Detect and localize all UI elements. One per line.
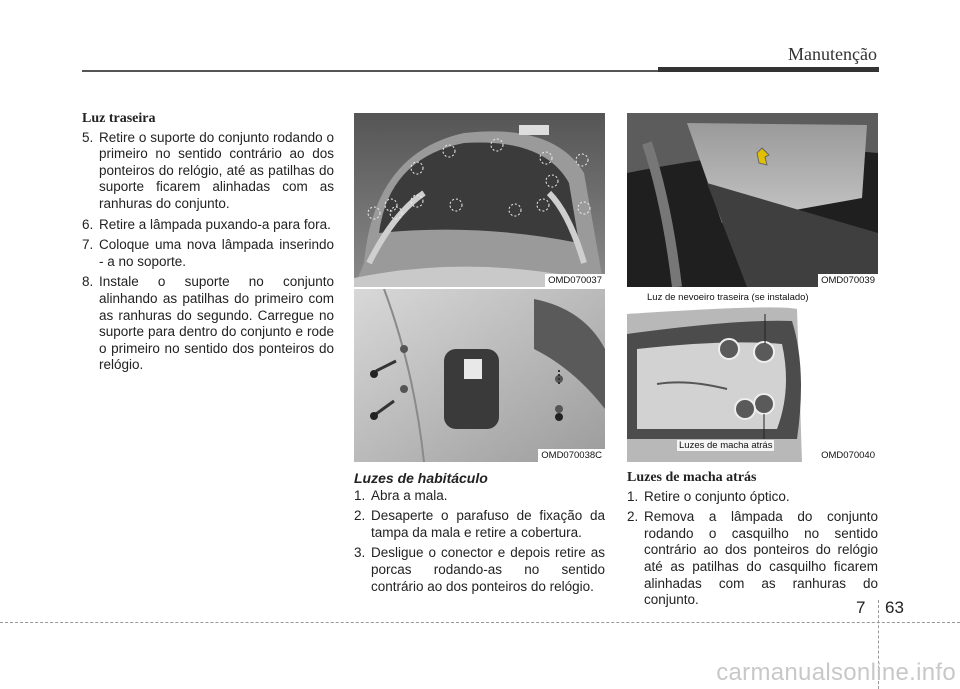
header-rule-accent <box>658 67 879 72</box>
trunk-lid-illustration <box>354 113 605 287</box>
step-text: Remova a lâmpada do conjunto rodando o casquilho no sentido contrário ao dos ponteiros do relógio até as patilhas do casquilho ficarem alinhadas com as ranhuras do conjunto. <box>644 509 878 608</box>
step-text: Retire a lâmpada puxando-a para fora. <box>99 216 331 232</box>
figure-trunk-interior <box>354 289 605 462</box>
step-text: Retire o conjunto óptico. <box>644 488 790 504</box>
page-section-title: Manutenção <box>788 44 877 64</box>
step-number: 7. <box>82 237 94 253</box>
step-number: 2. <box>354 508 366 524</box>
step-item <box>82 217 334 234</box>
figure-caption: OMD070040 <box>818 449 878 462</box>
step-item <box>354 488 605 505</box>
step-item <box>82 130 334 213</box>
step-item <box>82 274 334 374</box>
figure-trunk-lid <box>354 113 605 287</box>
page-number: 63 <box>885 598 904 617</box>
figure-rear-light <box>627 113 878 287</box>
step-item <box>354 508 605 541</box>
figure-caption: OMD070037 <box>545 274 605 287</box>
column-luzes-habitaculo <box>354 470 605 599</box>
column-luz-traseira <box>82 111 334 378</box>
rear-light-illustration <box>627 113 878 287</box>
step-item <box>627 489 878 506</box>
section-heading: Luz traseira <box>82 111 156 126</box>
watermark: carmanualsonline.info <box>716 659 956 686</box>
step-text: Retire o suporte do conjunto rodando o primeiro no sentido contrário ao dos ponteiros do relógio, até as patilhas do suporte ficarem alinhadas com as ranhuras do conjunto. <box>99 129 334 211</box>
trunk-interior-illustration <box>354 289 605 462</box>
step-text: Desligue o conector e depois retire as porcas rodando-as no sentido contrário ao dos ponteiros do relógio. <box>371 545 605 594</box>
step-number: 5. <box>82 129 94 145</box>
step-item <box>354 545 605 595</box>
section-heading: Luzes de macha atrás <box>627 470 757 485</box>
callout-fog-light: Luz de nevoeiro traseira (se instalado) <box>647 292 809 303</box>
figure-caption: OMD070038C <box>538 449 605 462</box>
step-number: 1. <box>354 487 366 503</box>
chapter-number: 7 <box>856 598 866 617</box>
section-heading: Luzes de habitáculo <box>354 470 488 486</box>
step-text: Desaperte o parafuso de fixação da tampa da mala e retire a cobertura. <box>371 508 605 540</box>
step-number: 3. <box>354 545 366 561</box>
step-number: 2. <box>627 509 639 525</box>
step-number: 1. <box>627 488 639 504</box>
column-luzes-macha-atras <box>627 470 878 613</box>
callout-reverse-light: Luzes de macha atrás <box>679 440 773 451</box>
step-text: Abra a mala. <box>371 487 448 503</box>
footer-rule <box>0 622 960 623</box>
step-text: Instale o suporte no conjunto alinhando as patilhas do primeiro com as ranhuras do segundo. Carregue no suporte para dentro do conjunto e rode o primeiro no sentido dos ponteiros do relógio. <box>99 274 334 373</box>
step-number: 8. <box>82 274 94 290</box>
step-item <box>82 237 334 270</box>
rear-bulbs-illustration <box>627 289 878 462</box>
figure-caption: OMD070039 <box>818 274 878 287</box>
step-item <box>627 509 878 609</box>
step-number: 6. <box>82 216 94 232</box>
step-text: Coloque uma nova lâmpada inserindo - a no soporte. <box>99 237 334 269</box>
figure-rear-bulbs <box>627 289 878 462</box>
